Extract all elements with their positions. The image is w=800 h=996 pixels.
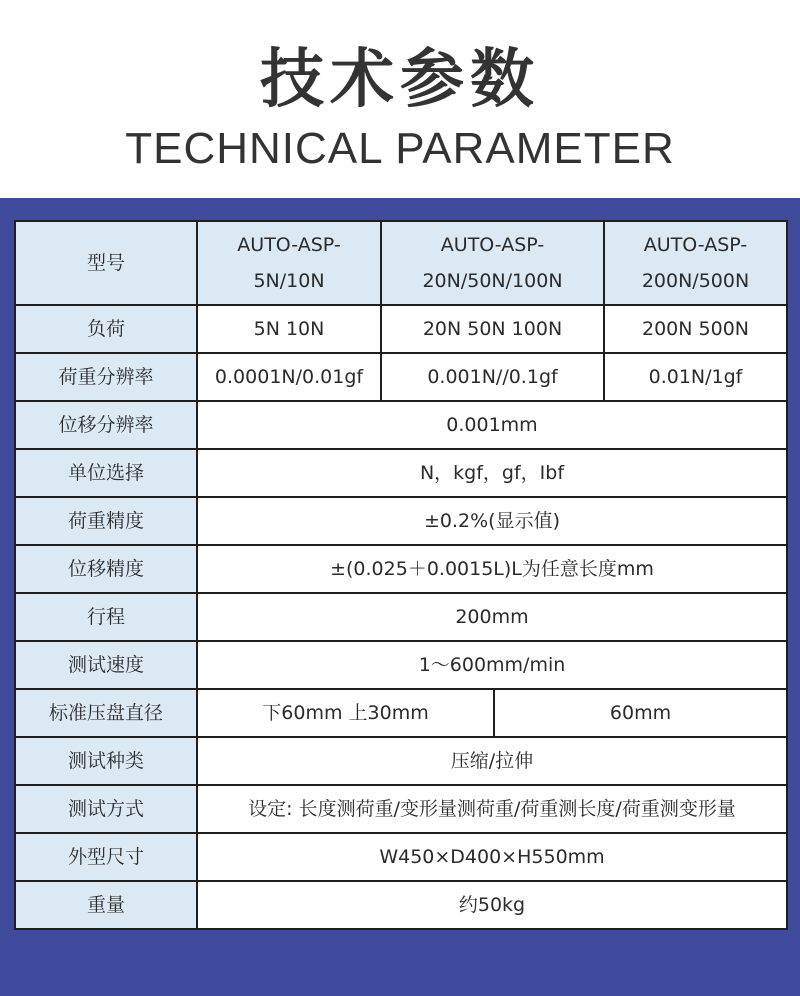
- row-label-load-resolution: 荷重分辨率: [15, 353, 197, 401]
- table-row-test-mode: [15, 785, 787, 833]
- row-label-test-mode: 测试方式: [15, 785, 197, 833]
- row-label-test-speed: 测试速度: [15, 641, 197, 689]
- platen-diameter-value-2: 60mm: [494, 689, 787, 737]
- load-resolution-value-2: 0.001N//0.1gf: [381, 353, 604, 401]
- spec-table: [14, 220, 788, 930]
- platen-diameter-value-1: 下60mm 上30mm: [197, 689, 494, 737]
- table-row-stroke: [15, 593, 787, 641]
- table-row-displacement-resolution: [15, 401, 787, 449]
- load-value-2: 20N 50N 100N: [381, 305, 604, 353]
- page-subtitle: TECHNICAL PARAMETER: [125, 124, 675, 173]
- row-label-weight: 重量: [15, 881, 197, 929]
- row-label-load: 负荷: [15, 305, 197, 353]
- test-mode-value: 设定: 长度测荷重/变形量测荷重/荷重测长度/荷重测变形量: [197, 785, 787, 833]
- table-row-dimensions: [15, 833, 787, 881]
- load-resolution-value-1: 0.0001N/0.01gf: [197, 353, 381, 401]
- load-accuracy-value: ±0.2%(显示值): [197, 497, 787, 545]
- page-title: 技术参数: [260, 43, 540, 117]
- model-3-line1: AUTO-ASP-: [643, 234, 748, 256]
- table-row-displacement-accuracy: [15, 545, 787, 593]
- model-1-line1: AUTO-ASP-: [237, 234, 341, 256]
- table-row-unit-selection: [15, 449, 787, 497]
- row-label-platen-diameter: 标准压盘直径: [15, 689, 197, 737]
- displacement-accuracy-value: ±(0.025＋0.0015L)L为任意长度mm: [197, 545, 787, 593]
- row-label-stroke: 行程: [15, 593, 197, 641]
- model-2-line2: 20N/50N/100N: [422, 270, 563, 292]
- load-value-1: 5N 10N: [197, 305, 381, 353]
- page-header: [0, 0, 800, 198]
- table-row-weight: [15, 881, 787, 929]
- table-row-test-speed: [15, 641, 787, 689]
- table-row-load-accuracy: [15, 497, 787, 545]
- row-label-load-accuracy: 荷重精度: [15, 497, 197, 545]
- model-cell-3: [604, 221, 787, 305]
- row-label-unit-selection: 单位选择: [15, 449, 197, 497]
- stroke-value: 200mm: [197, 593, 787, 641]
- test-type-value: 压缩/拉伸: [197, 737, 787, 785]
- table-row-model: [15, 221, 787, 305]
- load-value-3: 200N 500N: [604, 305, 787, 353]
- load-resolution-value-3: 0.01N/1gf: [604, 353, 787, 401]
- table-row-platen-diameter: [15, 689, 787, 737]
- test-speed-value: 1～600mm/min: [197, 641, 787, 689]
- model-2-line1: AUTO-ASP-: [440, 234, 545, 256]
- model-3-line2: 200N/500N: [641, 270, 750, 292]
- table-row-load: [15, 305, 787, 353]
- row-label-displacement-accuracy: 位移精度: [15, 545, 197, 593]
- unit-selection-value: N，kgf，gf，Ibf: [197, 449, 787, 497]
- weight-value: 约50kg: [197, 881, 787, 929]
- row-label-model: 型号: [15, 221, 197, 305]
- table-row-load-resolution: [15, 353, 787, 401]
- dimensions-value: W450×D400×H550mm: [197, 833, 787, 881]
- table-row-test-type: [15, 737, 787, 785]
- displacement-resolution-value: 0.001mm: [197, 401, 787, 449]
- model-cell-2: [381, 221, 604, 305]
- row-label-dimensions: 外型尺寸: [15, 833, 197, 881]
- row-label-displacement-resolution: 位移分辨率: [15, 401, 197, 449]
- row-label-test-type: 测试种类: [15, 737, 197, 785]
- model-1-line2: 5N/10N: [253, 270, 325, 292]
- model-cell-1: [197, 221, 381, 305]
